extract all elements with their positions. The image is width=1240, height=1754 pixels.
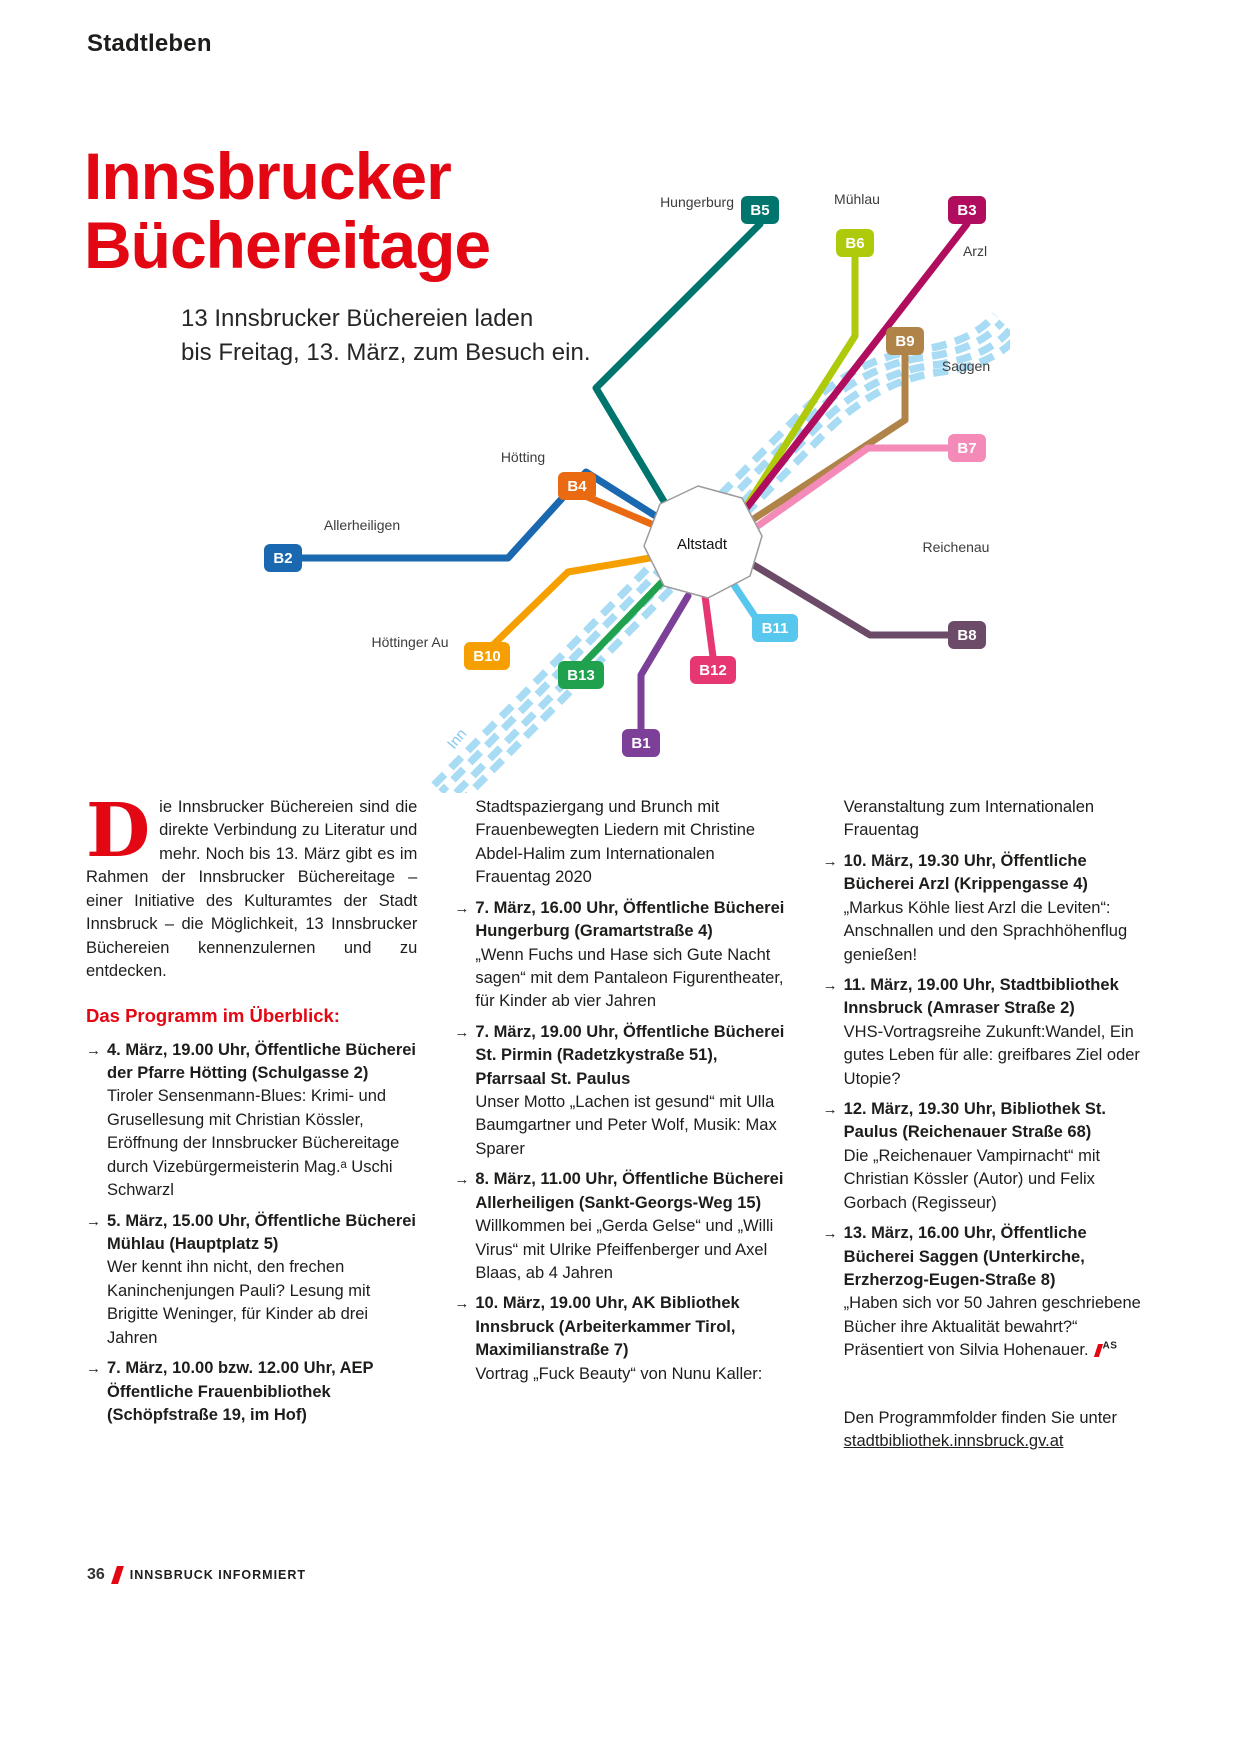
district-hungerburg: Hungerburg — [660, 194, 734, 210]
outro-text: Den Programmfolder finden Sie unter — [843, 1408, 1117, 1427]
line-b11 — [732, 582, 758, 621]
station-b8-label: B8 — [957, 627, 977, 644]
page-footer — [87, 1566, 306, 1584]
station-b11 — [752, 614, 798, 642]
station-b12 — [690, 656, 736, 684]
district-reichenau: Reichenau — [922, 539, 990, 555]
event-title: 8. März, 11.00 Uhr, Öffentliche Bücherei Allerheiligen (Sankt-Georgs-Weg 15) — [475, 1170, 784, 1212]
arrow-icon: → — [86, 1041, 101, 1059]
district-hoetting: Hötting — [500, 449, 546, 465]
line-b2 — [302, 472, 662, 558]
arrow-icon: → — [822, 852, 838, 870]
article-columns — [86, 788, 1154, 1454]
arrow-icon: → — [454, 1023, 470, 1041]
station-b8 — [948, 621, 986, 649]
arrow-icon: → — [822, 1225, 838, 1243]
station-b9-label: B9 — [895, 333, 915, 350]
station-b9 — [886, 327, 924, 355]
article-column-3 — [823, 796, 1154, 1454]
page-title-line1: Innsbrucker — [84, 139, 451, 214]
station-b1 — [622, 729, 660, 757]
event-title: 11. März, 19.00 Uhr, Stadtbibliothek Innsbruck (Amraser Straße 2) — [843, 975, 1119, 1018]
station-b13 — [558, 661, 604, 689]
event-description: Vortrag „Fuck Beauty“ von Nunu Kaller: — [475, 1364, 763, 1383]
event-title: 10. März, 19.30 Uhr, Öffentliche Bücherei Arzl (Krippengasse 4) — [843, 851, 1088, 894]
station-b6 — [836, 229, 874, 257]
station-b7-label: B7 — [957, 440, 977, 457]
library-transit-map — [240, 168, 1010, 793]
station-b12-label: B12 — [699, 662, 727, 679]
station-b10-label: B10 — [473, 648, 501, 665]
station-b13-label: B13 — [567, 667, 595, 684]
program-entry — [823, 850, 1154, 967]
station-b10 — [464, 642, 510, 670]
line-b5 — [596, 224, 760, 508]
article-column-1 — [86, 788, 418, 1454]
event-description: Willkommen bei „Gerda Gelse“ und „Willi Virus“ mit Ulrike Pfeiffenberger und Axel Blaas, ab 4 Jahren — [475, 1217, 774, 1283]
district-allerheiligen: Allerheiligen — [323, 517, 401, 533]
arrow-icon: → — [86, 1212, 101, 1230]
intro-paragraph — [86, 788, 418, 983]
event-description: Die „Reichenauer Vampirnacht“ mit Christian Kössler (Autor) und Felix Gorbach (Regisseur) — [843, 1146, 1101, 1212]
program-entry — [454, 1021, 785, 1162]
program-entry — [454, 1292, 785, 1386]
subtitle-line2: bis Freitag, 13. März, zum Besuch ein. — [181, 339, 591, 367]
magazine-name: INNSBRUCK INFORMIERT — [129, 1568, 307, 1582]
subtitle-line1: 13 Innsbrucker Büchereien laden — [181, 305, 534, 332]
station-b2 — [264, 544, 302, 572]
event-description: VHS-Vortragsreihe Zukunft:Wandel, Ein gutes Leben für alle: greifbares Ziel oder Utopie? — [843, 1022, 1140, 1088]
program-folder-link[interactable]: stadtbibliothek.innsbruck.gv.at — [843, 1432, 1064, 1451]
station-b5-label: B5 — [750, 202, 770, 219]
program-entry — [823, 1222, 1154, 1363]
event-description: Wer kennt ihn nicht, den frechen Kaninchenjungen Pauli? Lesung mit Brigitte Weninger, für Kinder ab drei Jahren — [107, 1258, 371, 1347]
station-b6-label: B6 — [845, 235, 865, 252]
district-arzl: Arzl — [962, 243, 988, 259]
event-description: „Haben sich vor 50 Jahren geschriebene Bücher ihre Aktualität bewahrt?“ Präsentiert von Silvia Hohenauer. $^{AS}$ — [843, 1294, 1141, 1360]
page-title-line2: Büchereitage — [84, 207, 491, 282]
event-title: 13. März, 16.00 Uhr, Öffentliche Bücherei Saggen (Unterkirche, Erzherzog-Eugen-Straße 8) — [843, 1224, 1087, 1290]
event-description: „Markus Köhle liest Arzl die Leviten“: Anschnallen und den Sprachhöhenflug genießen! — [843, 898, 1128, 964]
line-b12 — [705, 596, 713, 657]
author-initials: AS — [1102, 1340, 1118, 1352]
station-b5 — [741, 196, 779, 224]
program-entry — [86, 1039, 417, 1203]
program-entry — [86, 1357, 417, 1427]
district-muehlau: Mühlau — [834, 191, 880, 207]
station-b4 — [558, 472, 596, 500]
event-title: 10. März, 19.00 Uhr, AK Bibliothek Innsbruck (Arbeiterkammer Tirol, Maximilianstraße 7) — [475, 1294, 740, 1360]
drop-cap: D — [86, 788, 151, 874]
arrow-icon: → — [822, 1101, 838, 1119]
district-hoettinger-au: Höttinger Au — [371, 634, 449, 650]
event-title: 12. März, 19.30 Uhr, Bibliothek St. Paulus (Reichenauer Straße 68) — [843, 1100, 1106, 1142]
event-title: 7. März, 10.00 bzw. 12.00 Uhr, AEP Öffentliche Frauenbibliothek (Schöpfstraße 19, im Hof) — [107, 1359, 374, 1424]
station-b11-label: B11 — [761, 620, 789, 637]
page-number: 36 — [87, 1566, 105, 1583]
arrow-icon: → — [822, 976, 838, 994]
altstadt-label: Altstadt — [676, 536, 728, 553]
footer-slash-mark — [111, 1566, 124, 1584]
event-description: „Wenn Fuchs und Hase sich Gute Nacht sagen“ mit dem Pantaleon Figurentheater, für Kinder ab vier Jahren — [475, 945, 784, 1011]
station-b2-label: B2 — [273, 550, 293, 567]
program-entry — [86, 1210, 417, 1351]
program-entry — [823, 1098, 1154, 1215]
program-entry — [823, 974, 1154, 1091]
section-kicker: Stadtleben — [87, 30, 212, 57]
program-heading: Das Programm im Überblick: — [86, 1005, 340, 1027]
event-description: Unser Motto „Lachen ist gesund“ mit Ulla Baumgartner und Peter Wolf, Musik: Max Sparer — [475, 1093, 777, 1158]
event-description: Tiroler Sensenmann-Blues: Krimi- und Grusellesung mit Christian Kössler, Eröffnung der Innsbrucker Büchereitage durch Vizebürgermeisterin Mag.ᵃ Uschi Schwarzl — [107, 1087, 400, 1200]
station-b3-label: B3 — [957, 202, 977, 219]
event-title: 4. März, 19.00 Uhr, Öffentliche Bücherei der Pfarre Hötting (Schulgasse 2) — [107, 1040, 417, 1083]
station-b1-label: B1 — [631, 735, 651, 752]
arrow-icon: → — [454, 899, 470, 917]
event-title: 7. März, 16.00 Uhr, Öffentliche Bücherei Hungerburg (Gramartstraße 4) — [475, 898, 785, 941]
program-entry — [454, 1168, 785, 1285]
event-title: 7. März, 19.00 Uhr, Öffentliche Bücherei St. Pirmin (Radetzkystraße 51), Pfarrsaal St. Paulus — [475, 1022, 785, 1088]
intro-text: ie Innsbrucker Büchereien sind die direkte Verbindung zu Literatur und mehr. Noch bis 13. März gibt es im Rahmen der Innsbrucker Büchereitage – einer Initiative des Kulturamtes der Stadt Innsbruck – die Möglichkeit, 13 Innsbrucker Büchereien kennenzulernen und zu entdecken. — [86, 798, 418, 980]
author-mark — [1093, 1344, 1102, 1357]
arrow-icon: → — [454, 1171, 470, 1189]
station-b3 — [948, 196, 986, 224]
carryover-text: Veranstaltung zum Internationalen Frauentag — [843, 798, 1095, 840]
outro — [844, 1407, 1154, 1454]
district-saggen: Saggen — [941, 358, 991, 374]
inn-river-label: Inn — [444, 725, 471, 753]
station-b4-label: B4 — [567, 478, 587, 495]
arrow-icon: → — [454, 1295, 470, 1313]
article-column-2 — [454, 796, 785, 1454]
arrow-icon: → — [86, 1360, 101, 1378]
program-entry — [454, 897, 785, 1014]
station-b7 — [948, 434, 986, 462]
carryover-text: Stadtspaziergang und Brunch mit Frauenbewegten Liedern mit Christine Abdel-Halim zum Internationalen Frauentag 2020 — [475, 798, 756, 887]
event-title: 5. März, 15.00 Uhr, Öffentliche Bücherei Mühlau (Hauptplatz 5) — [107, 1211, 417, 1254]
